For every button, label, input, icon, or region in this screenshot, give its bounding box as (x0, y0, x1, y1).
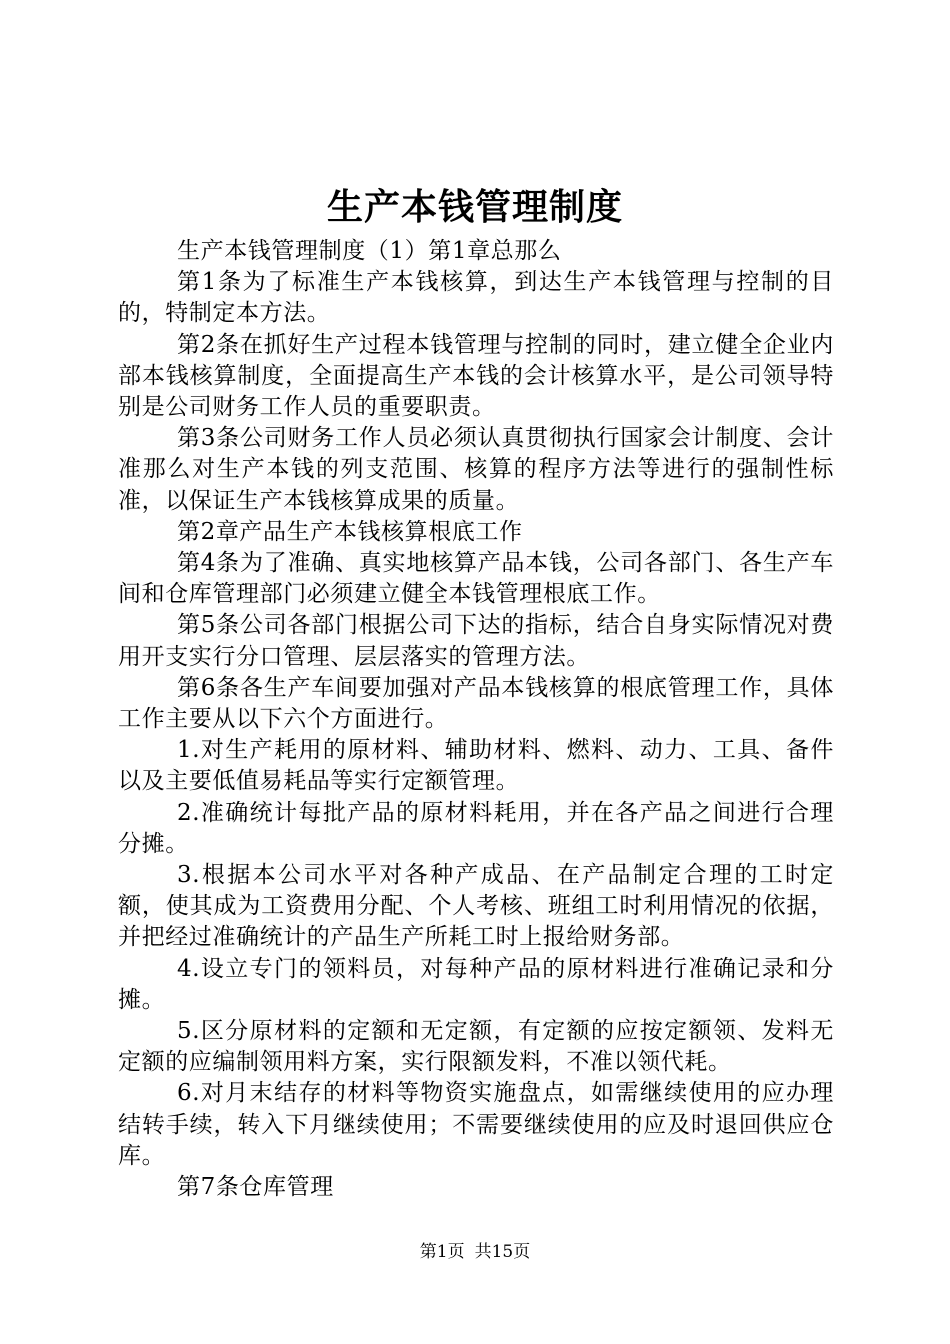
paragraph-article-2: 第2条在抓好生产过程本钱管理与控制的同时，建立健全企业内部本钱核算制度，全面提高生产本钱的会计核算水平，是公司领导特别是公司财务工作人员的重要职责。 (118, 331, 834, 421)
list-item-3: 3.根据本公司水平对各种产成品、在产品制定合理的工时定额，使其成为工资费用分配、个人考核、班组工时利用情况的依据，并把经过准确统计的产品生产所耗工时上报给财务部。 (118, 862, 834, 951)
paragraph-article-4: 第4条为了准确、真实地核算产品本钱，公司各部门、各生产车间和仓库管理部门必须建立健全本钱管理根底工作。 (118, 550, 834, 608)
paragraph-article-6: 第6条各生产车间要加强对产品本钱核算的根底管理工作，具体工作主要从以下六个方面进行。 (118, 674, 834, 733)
list-item-6: 6.对月末结存的材料等物资实施盘点，如需继续使用的应办理结转手续，转入下月继续使用；不需要继续使用的应及时退回供应仓库。 (118, 1080, 834, 1169)
page-total: 共15页 (474, 1242, 531, 1262)
paragraph-article-3: 第3条公司财务工作人员必须认真贯彻执行国家会计制度、会计准那么对生产本钱的列支范围、核算的程序方法等进行的强制性标准，以保证生产本钱核算成果的质量。 (118, 425, 834, 514)
paragraph-article-7: 第7条仓库管理 (177, 1174, 334, 1201)
page-number: 第1页 (419, 1242, 465, 1262)
document-body (118, 236, 834, 1203)
list-item-1: 1.对生产耗用的原材料、辅助材料、燃料、动力、工具、备件以及主要低值易耗品等实行定额管理。 (118, 737, 834, 795)
page-footer (0, 1240, 950, 1264)
document-title: 生产本钱管理制度 (326, 186, 623, 228)
chapter-2-heading: 第2章产品生产本钱核算根底工作 (177, 518, 523, 545)
paragraph-article-5: 第5条公司各部门根据公司下达的指标，结合自身实际情况对费用开支实行分口管理、层层落实的管理方法。 (118, 612, 834, 670)
paragraph-article-1: 第1条为了标准生产本钱核算，到达生产本钱管理与控制的目的，特制定本方法。 (118, 269, 834, 327)
list-item-5: 5.区分原材料的定额和无定额，有定额的应按定额领、发料无定额的应编制领用料方案，实行限额发料，不准以领代耗。 (118, 1018, 834, 1076)
list-item-2: 2.准确统计每批产品的原材料耗用，并在各产品之间进行合理分摊。 (118, 799, 834, 857)
paragraph-intro: 生产本钱管理制度（1）第1章总那么 (177, 238, 562, 264)
list-item-4: 4.设立专门的领料员，对每种产品的原材料进行准确记录和分摊。 (118, 955, 834, 1013)
